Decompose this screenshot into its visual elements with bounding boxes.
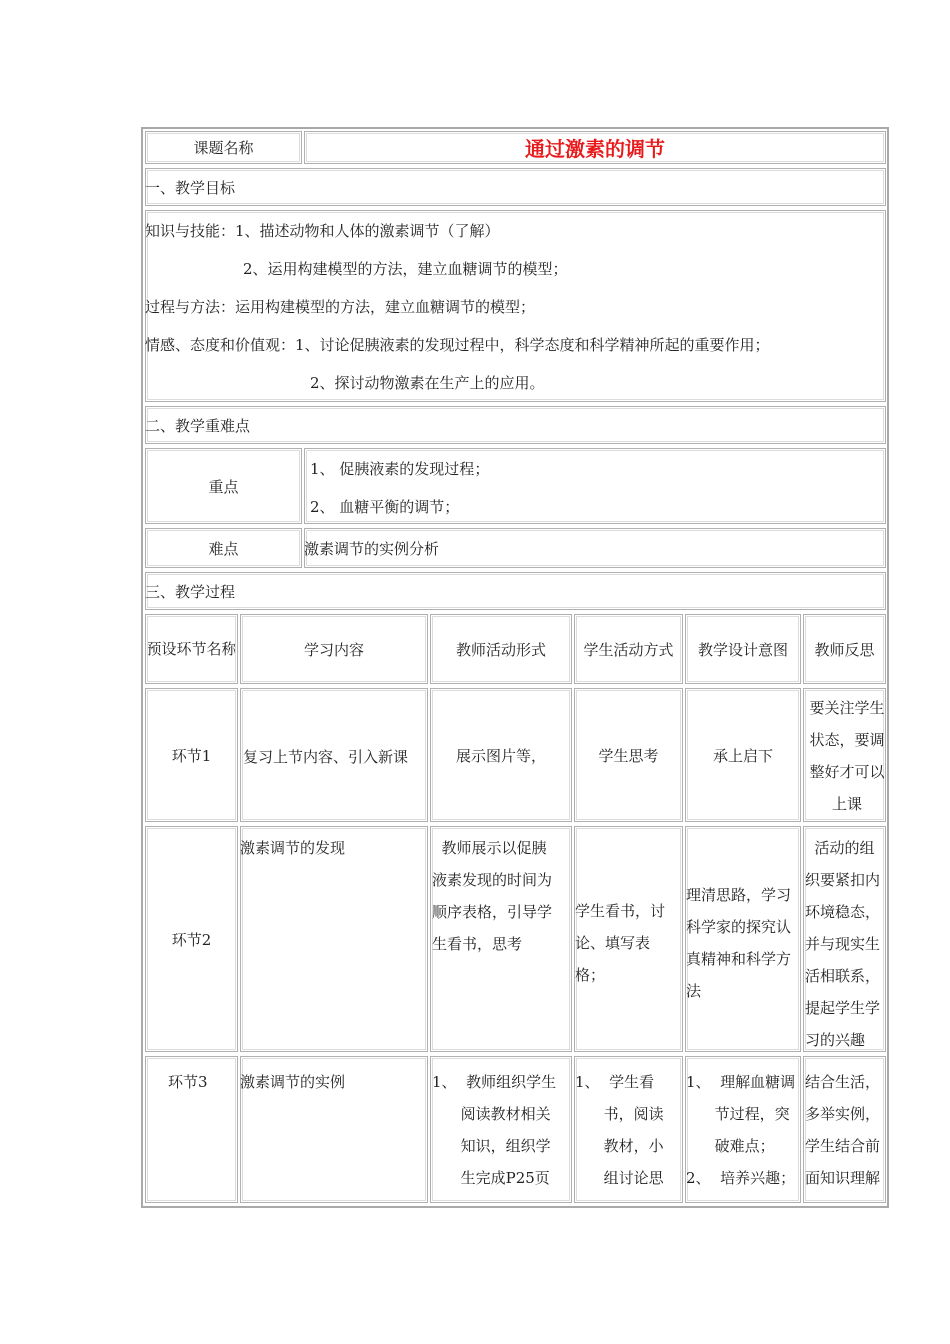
key-point-item-1: 1、 促胰液素的发现过程； [310, 460, 490, 478]
emotion-line [145, 334, 770, 355]
row2-student: 学生看书，讨 论、填写表 格； [575, 902, 666, 984]
row1-teacher: 展示图片等， [455, 746, 546, 765]
row2-content: 激素调节的发现 [240, 839, 346, 857]
process-method-line: 过程与方法：运用构建模型的方法，建立血糖调节的模型； [145, 298, 536, 316]
emotion-item-2: 2、探讨动物激素在生产上的应用。 [310, 374, 545, 392]
row1-reflection: 要关注学生 状态，要调 整好才可以 上课 [809, 699, 885, 813]
emotion-label: 情感、态度和价值观： [145, 336, 296, 354]
key-point-item-2: 2、 血糖平衡的调节； [310, 498, 460, 516]
key-point-label-cell [145, 448, 302, 524]
row3-content: 激素调节的实例 [240, 1073, 346, 1091]
col-header-reflection: 教师反思 [803, 614, 886, 684]
col-header-content: 学习内容 [240, 614, 428, 684]
row1-intent: 承上启下 [712, 746, 773, 765]
row3-stage: 环节3 [168, 1073, 208, 1091]
row2-stage-cell [145, 826, 238, 1052]
section-goals-heading: 一、教学目标 [145, 179, 236, 197]
course-name-label: 课题名称 [193, 139, 254, 157]
section-key-points-heading-cell [145, 406, 886, 444]
col-header-teacher: 教师活动形式 [430, 614, 572, 684]
course-title: 通过激素的调节 [525, 137, 665, 161]
row2-reflection: 活动的组 织要紧扣内 环境稳态， 并与现实生 活相联系， 提起学生学 习的兴趣 [805, 839, 881, 1049]
emotion-item-1: 1、讨论促胰液素的发现过程中，科学态度和科学精神所起的重要作用； [295, 336, 770, 354]
section-goals-heading-cell [145, 168, 886, 206]
difficult-point-value: 激素调节的实例分析 [304, 540, 440, 558]
section-process-heading-cell [145, 572, 886, 610]
difficult-point-label-cell [145, 528, 302, 568]
difficult-point-label: 难点 [208, 539, 239, 558]
course-name-label-cell [145, 131, 302, 164]
row1-stage-cell [145, 688, 238, 822]
row3-student: 1、 学生看 书，阅读 教材，小 组讨论思 [575, 1073, 664, 1187]
row1-student-cell [574, 688, 683, 822]
row3-intent: 1、 理解血糖调 节过程，突 破难点； 2、 培养兴趣； [686, 1073, 796, 1187]
row1-stage: 环节1 [171, 746, 212, 765]
section-process-heading: 三、教学过程 [145, 583, 236, 601]
row3-teacher: 1、 教师组织学生 阅读教材相关 知识，组织学 生完成P25页 [432, 1073, 557, 1187]
col-header-student: 学生活动方式 [574, 614, 683, 684]
row1-student: 学生思考 [598, 746, 659, 765]
row2-stage: 环节2 [171, 930, 212, 949]
knowledge-skills-line [145, 220, 500, 241]
course-title-cell [304, 131, 886, 164]
key-point-label: 重点 [208, 477, 239, 496]
section-key-points-heading: 二、教学重难点 [145, 417, 251, 435]
knowledge-item-2: 2、运用构建模型的方法，建立血糖调节的模型； [243, 260, 568, 278]
col-header-stage: 预设环节名称 [145, 614, 238, 684]
col-header-intent: 教学设计意图 [685, 614, 801, 684]
row1-intent-cell [685, 688, 801, 822]
knowledge-item-1: 1、描述动物和人体的激素调节（了解） [235, 222, 500, 240]
knowledge-skills-label: 知识与技能： [145, 222, 236, 240]
row2-intent: 理清思路，学习 科学家的探究认 真精神和科学方 法 [686, 886, 792, 1000]
row2-teacher: 教师展示以促胰 液素发现的时间为 顺序表格，引导学 生看书，思考 [432, 839, 553, 953]
row2-content-cell [240, 826, 428, 1052]
row1-content: 复习上节内容、引入新课 [243, 748, 409, 766]
row1-teacher-cell [430, 688, 572, 822]
row3-reflection: 结合生活， 多举实例， 学生结合前 面知识理解 [805, 1073, 881, 1187]
